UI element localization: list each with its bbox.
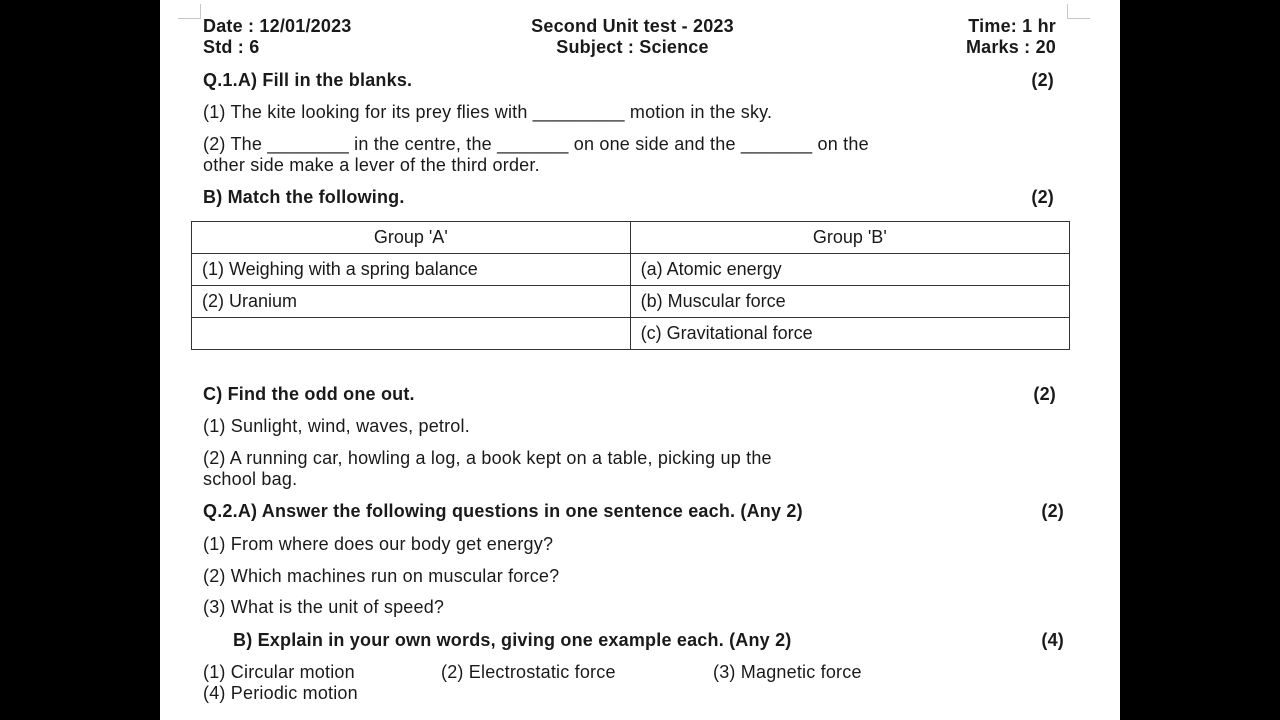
group-a-cell: (1) Weighing with a spring balance: [192, 254, 631, 286]
q2a-item-2: (2) Which machines run on muscular force?: [203, 566, 560, 586]
q1c-marks: (2): [1033, 384, 1056, 404]
exam-page: [160, 0, 1120, 720]
q2b-item-1: (1) Circular motion: [203, 662, 355, 682]
page-corner-mark: [178, 4, 201, 19]
exam-marks: Marks : 20: [965, 37, 1056, 57]
q1c-item-2-line-2: school bag.: [203, 469, 298, 489]
match-table: [191, 221, 1070, 350]
table-row: [192, 254, 1070, 286]
q1c-title: C) Find the odd one out.: [203, 384, 415, 404]
page-corner-mark: [1067, 4, 1090, 19]
group-a-cell: [192, 318, 631, 350]
group-a-header: Group 'A': [192, 222, 631, 254]
q1a-item-2-line-1: (2) The ________ in the centre, the _______ on one side and the _______ on the: [203, 134, 869, 154]
table-row: [192, 318, 1070, 350]
q2a-item-1: (1) From where does our body get energy?: [203, 534, 554, 554]
q2b-item-2: (2) Electrostatic force: [441, 662, 616, 682]
q2b-marks: (4): [1041, 630, 1064, 650]
q1a-item-2-line-2: other side make a lever of the third order.: [203, 155, 540, 175]
exam-title: Second Unit test - 2023: [531, 16, 734, 36]
q1c-item-2-line-1: (2) A running car, howling a log, a book kept on a table, picking up the: [203, 448, 772, 468]
exam-time: Time: 1 hr: [968, 16, 1056, 36]
exam-subject: Subject : Science: [556, 37, 709, 57]
q1c-item-1: (1) Sunlight, wind, waves, petrol.: [203, 416, 470, 436]
q2b-item-4: (4) Periodic motion: [203, 683, 358, 703]
q1a-marks: (2): [1031, 70, 1054, 90]
q1a-item-1: (1) The kite looking for its prey flies with _________ motion in the sky.: [203, 102, 773, 122]
exam-date: Date : 12/01/2023: [203, 16, 352, 36]
group-b-cell: (a) Atomic energy: [630, 254, 1069, 286]
group-b-cell: (b) Muscular force: [630, 286, 1069, 318]
q2a-marks: (2): [1041, 501, 1064, 521]
q1a-title: Q.1.A) Fill in the blanks.: [203, 70, 413, 90]
q2a-title: Q.2.A) Answer the following questions in one sentence each. (Any 2): [203, 501, 803, 521]
exam-std: Std : 6: [203, 37, 260, 57]
group-a-cell: (2) Uranium: [192, 286, 631, 318]
q2b-title: B) Explain in your own words, giving one example each. (Any 2): [233, 630, 792, 650]
table-row: [192, 286, 1070, 318]
group-b-cell: (c) Gravitational force: [630, 318, 1069, 350]
q2a-item-3: (3) What is the unit of speed?: [203, 597, 445, 617]
q1b-title: B) Match the following.: [203, 187, 405, 207]
match-table-header-row: [192, 222, 1070, 254]
q1b-marks: (2): [1031, 187, 1054, 207]
q2b-item-3: (3) Magnetic force: [713, 662, 862, 682]
group-b-header: Group 'B': [630, 222, 1069, 254]
